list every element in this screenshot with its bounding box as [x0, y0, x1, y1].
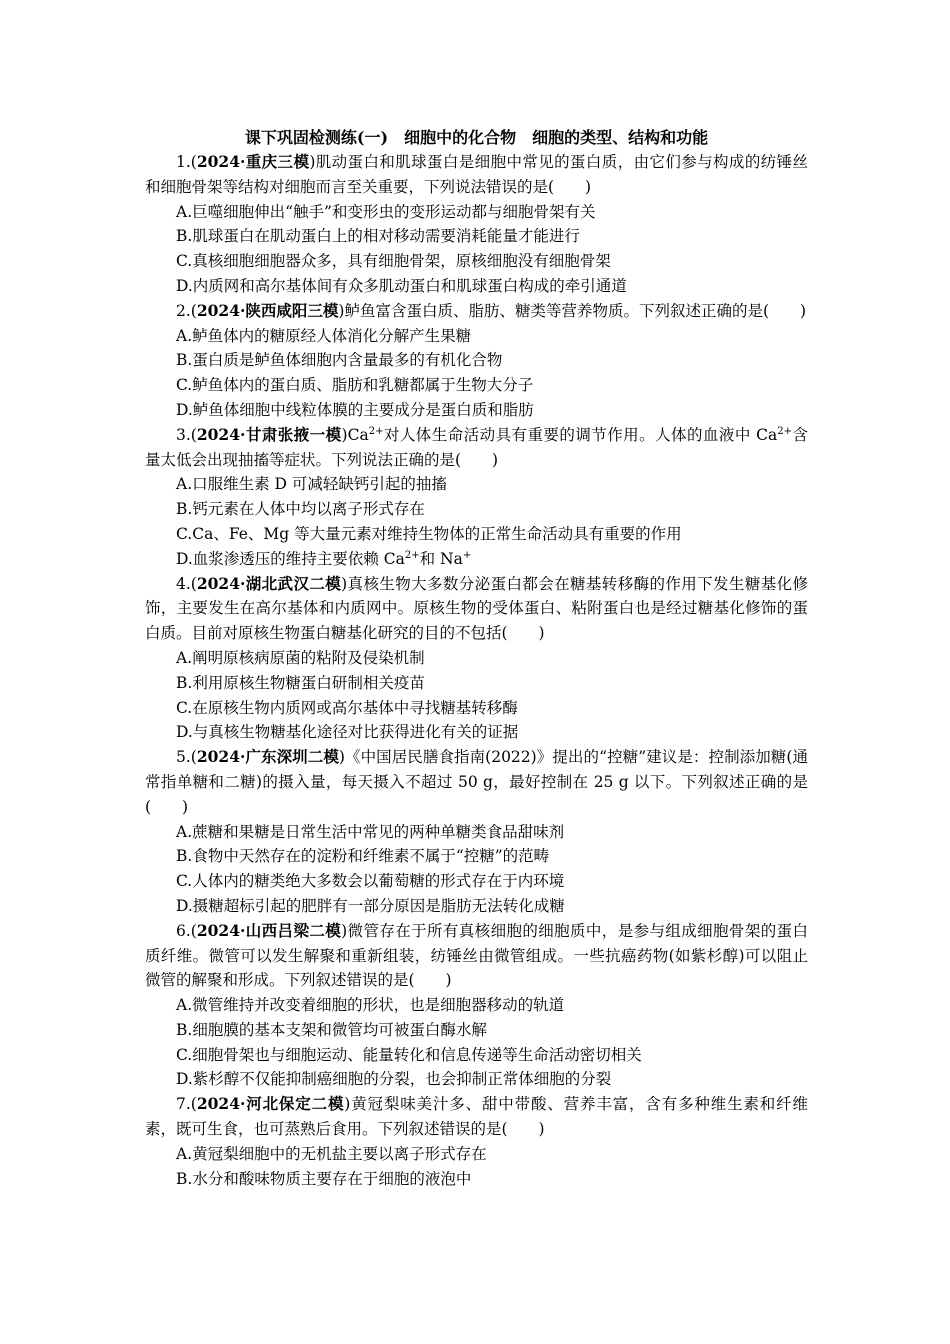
- option-a: A.阐明原核病原菌的粘附及侵染机制: [176, 648, 425, 667]
- option-a: A.巨噬细胞伸出“触手”和变形虫的变形运动都与细胞骨架有关: [176, 202, 596, 221]
- superscript: 2+: [368, 425, 384, 437]
- option-b: B.肌球蛋白在肌动蛋白上的相对移动需要消耗能量才能进行: [176, 227, 580, 246]
- option-b: B.水分和酸味物质主要存在于细胞的液泡中: [176, 1169, 472, 1188]
- question-source: 2024·广东深圳二模: [196, 747, 339, 767]
- option-b: B.蛋白质是鲈鱼体细胞内含量最多的有机化合物: [176, 351, 503, 370]
- option-d: D.内质网和高尔基体间有众多肌动蛋白和肌球蛋白构成的牵引通道: [176, 276, 627, 295]
- option-b: B.钙元素在人体中均以离子形式存在: [176, 500, 425, 519]
- option-d: D.血浆渗透压的维持主要依赖 $Ca^{2+}$和 Na+: [176, 549, 472, 568]
- option-a: A.黄冠梨细胞中的无机盐主要以离子形式存在: [176, 1144, 487, 1163]
- superscript: +: [462, 549, 472, 561]
- option-c: C.Ca、Fe、Mg 等大量元素对维持生物体的正常生命活动具有重要的作用: [176, 524, 682, 543]
- option-c: C.人体内的糖类绝大多数会以葡萄糖的形式存在于内环境: [176, 872, 565, 891]
- question-6: [145, 919, 808, 1093]
- option-c: C.细胞骨架也与细胞运动、能量转化和信息传递等生命活动密切相关: [176, 1045, 642, 1064]
- option-b: B.利用原核生物糖蛋白研制相关疫苗: [176, 673, 425, 692]
- option-c: C.鲈鱼体内的蛋白质、脂肪和乳糖都属于生物大分子: [176, 376, 534, 395]
- question-5: [145, 745, 808, 919]
- question-7: [145, 1092, 808, 1191]
- option-c: C.在原核生物内质网或高尔基体中寻找糖基转移酶: [176, 698, 518, 717]
- question-stem: 7.(2024·河北保定二模)黄冠梨味美汁多、甜中带酸、营养丰富，含有多种维生素和纤维素，既可生食，也可蒸熟后食用。下列叙述错误的是( ): [145, 1094, 808, 1139]
- option-b: B.细胞膜的基本支架和微管均可被蛋白酶水解: [176, 1020, 487, 1039]
- question-stem: 6.(2024·山西吕梁二模)微管存在于所有真核细胞的细胞质中，是参与组成细胞骨架的蛋白质纤维。微管可以发生解聚和重新组装，纺锤丝由微管组成。一些抗癌药物(如紫杉醇)可以阻止微管的解聚和形成。下列叙述错误的是( ): [145, 920, 808, 990]
- question-source: 2024·山西吕梁二模: [196, 920, 342, 940]
- option-b: B.食物中天然存在的淀粉和纤维素不属于“控糖”的范畴: [176, 847, 550, 866]
- option-a: A.微管维持并改变着细胞的形状，也是细胞器移动的轨道: [176, 996, 565, 1015]
- question-3: [145, 423, 808, 572]
- question-stem: 2.(2024·陕西咸阳三模)鲈鱼富含蛋白质、脂肪、糖类等营养物质。下列叙述正确的是( ): [176, 300, 807, 320]
- option-a: A.蔗糖和果糖是日常生活中常见的两种单糖类食品甜味剂: [176, 822, 565, 841]
- question-source: 2024·甘肃张掖一模: [196, 424, 342, 444]
- question-stem: 3.(2024·甘肃张掖一模)$Ca^{2+}$对人体生命活动具有重要的调节作用。人体的血液中 $Ca^{2+}$含量太低会出现抽搐等症状。下列说法正确的是( ): [145, 424, 808, 469]
- question-source: 2024·河北保定二模: [196, 1094, 345, 1114]
- question-2: [145, 299, 808, 423]
- option-c: C.真核细胞细胞器众多，具有细胞骨架，原核细胞没有细胞骨架: [176, 252, 611, 271]
- question-stem: 4.(2024·湖北武汉二模)真核生物大多数分泌蛋白都会在糖基转移酶的作用下发生糖基化修饰，主要发生在高尔基体和内质网中。原核生物的受体蛋白、粘附蛋白也是经过糖基化修饰的蛋白质。目前对原核生物蛋白糖基化研究的目的不包括( ): [145, 573, 808, 643]
- option-a: A.鲈鱼体内的糖原经人体消化分解产生果糖: [176, 326, 472, 345]
- question-4: [145, 572, 808, 746]
- superscript: 2+: [777, 425, 793, 437]
- option-d: D.与真核生物糖基化途径对比获得进化有关的证据: [176, 723, 519, 742]
- question-1: [145, 150, 808, 299]
- document-title: 课下巩固检测练(一) 细胞中的化合物 细胞的类型、结构和功能: [244, 128, 709, 147]
- option-d: D.摄糖超标引起的肥胖有一部分原因是脂肪无法转化成糖: [176, 896, 565, 915]
- superscript: 2+: [404, 549, 420, 561]
- question-source: 2024·重庆三模: [196, 152, 310, 171]
- option-d: D.紫杉醇不仅能抑制癌细胞的分裂，也会抑制正常体细胞的分裂: [176, 1070, 612, 1089]
- option-d: D.鲈鱼体细胞中线粒体膜的主要成分是蛋白质和脂肪: [176, 400, 534, 419]
- option-a: A.口服维生素 D 可减轻缺钙引起的抽搐: [176, 475, 447, 494]
- question-stem: 1.(2024·重庆三模)肌动蛋白和肌球蛋白是细胞中常见的蛋白质，由它们参与构成的纺锤丝和细胞骨架等结构对细胞而言至关重要，下列说法错误的是( ): [145, 152, 808, 196]
- question-stem: 5.(2024·广东深圳二模)《中国居民膳食指南(2022)》提出的“控糖”建议是：控制添加糖(通常指单糖和二糖)的摄入量，每天摄入不超过 50 g，最好控制在 25 g 以下。下列叙述正确的是( ): [145, 747, 808, 816]
- document-body: [145, 125, 808, 1191]
- question-source: 2024·湖北武汉二模: [196, 573, 342, 593]
- question-source: 2024·陕西咸阳三模: [196, 300, 339, 320]
